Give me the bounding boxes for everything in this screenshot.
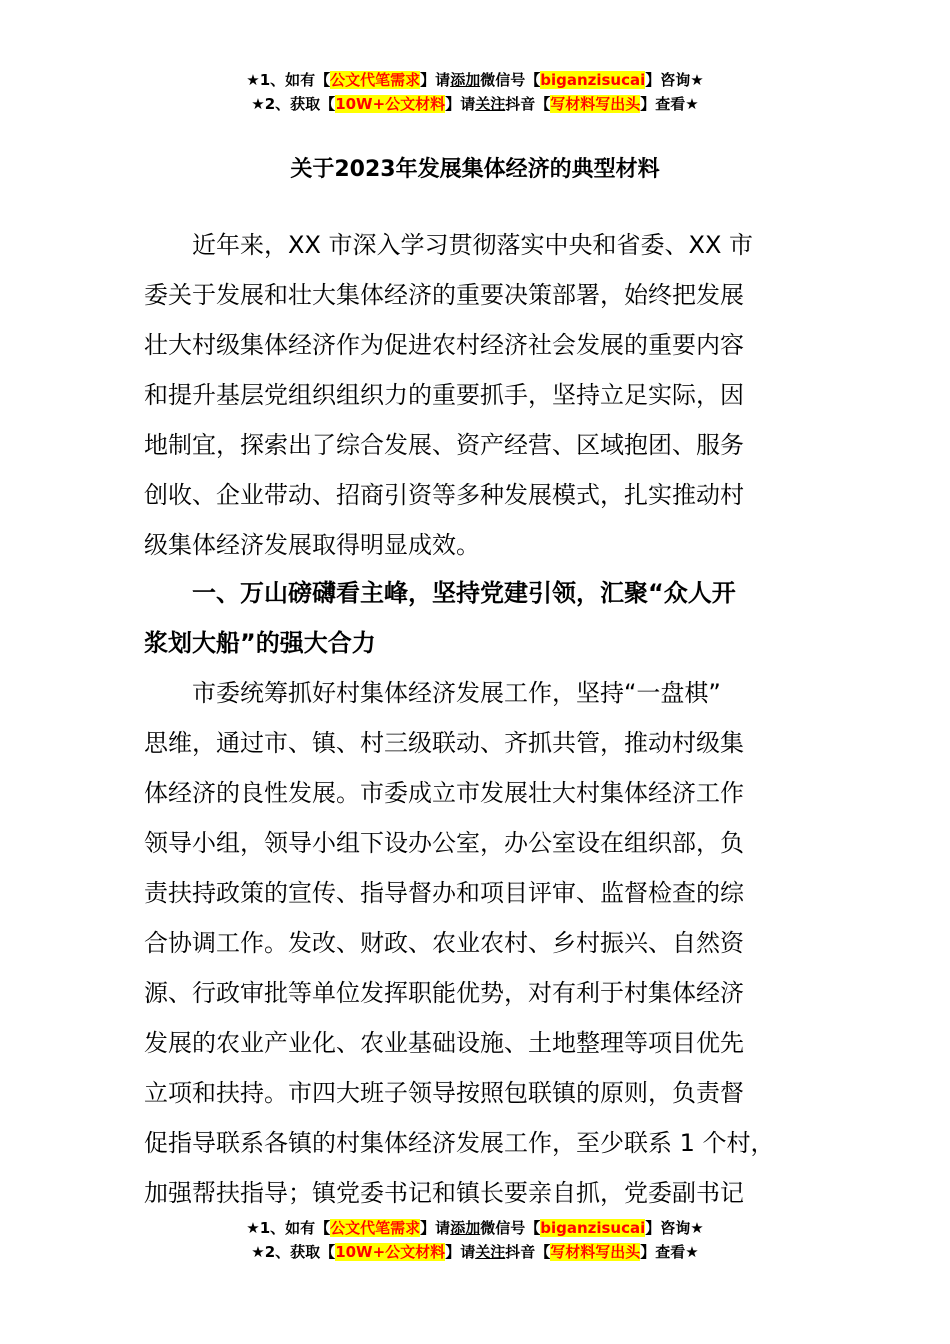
paragraph-line: 责扶持政策的宣传、指导督办和项目评审、监督检查的综: [144, 879, 744, 907]
banner-highlight: 10W+公文材料: [335, 95, 446, 113]
paragraph-line: 加强帮扶指导；镇党委书记和镇长要亲自抓，党委副书记: [144, 1179, 744, 1207]
banner-underlined: 关注: [475, 1243, 506, 1261]
banner-line-1: [0, 68, 950, 92]
banner-text: ★2、获取【: [251, 95, 336, 113]
paragraph-line: 和提升基层党组织组织力的重要抓手，坚持立足实际，因: [144, 381, 744, 409]
banner-text: ★2、获取【: [251, 1243, 336, 1261]
paragraph-line: 立项和扶持。市四大班子领导按照包联镇的原则，负责督: [144, 1079, 744, 1107]
banner-text: 抖音【: [505, 1243, 551, 1261]
banner-underlined: 添加: [450, 71, 481, 89]
banner-line-1: [0, 1216, 950, 1240]
banner-highlight: 公文代笔需求: [330, 71, 421, 89]
paragraph-line: 思维，通过市、镇、村三级联动、齐抓共管，推动村级集: [144, 729, 744, 757]
banner-text: 】请: [445, 1243, 476, 1261]
paragraph-line: 近年来，XX 市深入学习贯彻落实中央和省委、XX 市: [192, 231, 754, 259]
header-banner: [0, 68, 950, 116]
banner-line-2: [0, 1240, 950, 1264]
banner-text: 】咨询★: [645, 1219, 704, 1237]
banner-text: 微信号【: [480, 71, 541, 89]
banner-line-2: [0, 92, 950, 116]
banner-text: 】请: [420, 71, 451, 89]
paragraph-section-1: [144, 668, 810, 1218]
banner-text: 】查看★: [640, 95, 699, 113]
paragraph-line: 促指导联系各镇的村集体经济发展工作，至少联系 1 个村，: [144, 1129, 775, 1157]
paragraph-line: 委关于发展和壮大集体经济的重要决策部署，始终把发展: [144, 281, 744, 309]
banner-highlight: 写材料写出头: [550, 95, 641, 113]
banner-text: ★1、如有【: [246, 1219, 331, 1237]
banner-highlight: biganzisucai: [540, 71, 646, 89]
paragraph-line: 源、行政审批等单位发挥职能优势，对有利于村集体经济: [144, 979, 744, 1007]
document-title: 关于2023年发展集体经济的典型材料: [290, 157, 660, 182]
paragraph-line: 级集体经济发展取得明显成效。: [144, 531, 480, 559]
banner-text: 】请: [445, 95, 476, 113]
paragraph-line: 发展的农业产业化、农业基础设施、土地整理等项目优先: [144, 1029, 744, 1057]
banner-text: 】咨询★: [645, 71, 704, 89]
heading-line: 浆划大船”的强大合力: [144, 629, 376, 657]
paragraph-line: 市委统筹抓好村集体经济发展工作，坚持“一盘棋”: [192, 679, 721, 707]
footer-banner: [0, 1216, 950, 1264]
banner-underlined: 添加: [450, 1219, 481, 1237]
paragraph-line: 壮大村级集体经济作为促进农村经济社会发展的重要内容: [144, 331, 744, 359]
paragraph-line: 领导小组，领导小组下设办公室，办公室设在组织部，负: [144, 829, 744, 857]
section-heading-1: [144, 568, 810, 668]
banner-text: 微信号【: [480, 1219, 541, 1237]
banner-text: 】查看★: [640, 1243, 699, 1261]
banner-underlined: 关注: [475, 95, 506, 113]
banner-highlight: 写材料写出头: [550, 1243, 641, 1261]
banner-text: ★1、如有【: [246, 71, 331, 89]
banner-text: 】请: [420, 1219, 451, 1237]
paragraph-intro: [144, 220, 810, 570]
banner-text: 抖音【: [505, 95, 551, 113]
paragraph-line: 创收、企业带动、招商引资等多种发展模式，扎实推动村: [144, 481, 744, 509]
paragraph-line: 地制宜，探索出了综合发展、资产经营、区域抱团、服务: [144, 431, 744, 459]
banner-highlight: 10W+公文材料: [335, 1243, 446, 1261]
heading-line: 一、万山磅礴看主峰，坚持党建引领，汇聚“众人开: [192, 579, 736, 607]
banner-highlight: biganzisucai: [540, 1219, 646, 1237]
paragraph-line: 体经济的良性发展。市委成立市发展壮大村集体经济工作: [144, 779, 744, 807]
banner-highlight: 公文代笔需求: [330, 1219, 421, 1237]
paragraph-line: 合协调工作。发改、财政、农业农村、乡村振兴、自然资: [144, 929, 744, 957]
